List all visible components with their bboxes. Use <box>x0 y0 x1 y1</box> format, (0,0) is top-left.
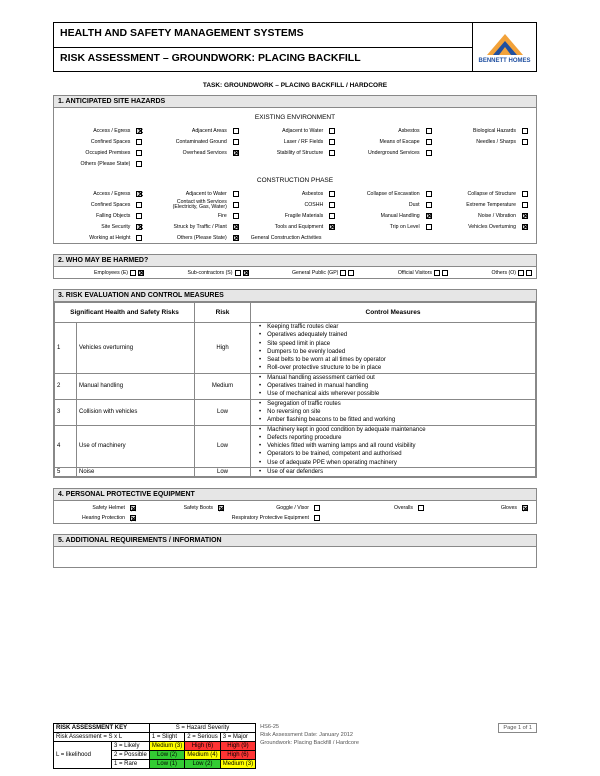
checkbox[interactable] <box>136 202 142 208</box>
footer-name: Groundwork: Placing Backfill / Hardcore <box>260 740 359 746</box>
hazard-needles-sharps <box>440 136 536 147</box>
checked-checkbox[interactable] <box>522 213 528 219</box>
section-title: 4. PERSONAL PROTECTIVE EQUIPMENT <box>54 489 536 501</box>
checked-checkbox[interactable] <box>136 128 142 134</box>
checkbox[interactable] <box>136 161 142 167</box>
hazard-collapse-of-excavation <box>343 188 439 199</box>
ppe-gloves <box>432 505 536 511</box>
checkbox-label: Noise / Vibration <box>478 212 516 219</box>
checkbox-label: Overhead Services <box>182 149 227 156</box>
checkbox-label: Goggle / Visor <box>276 505 309 512</box>
checked-checkbox[interactable] <box>130 505 136 511</box>
section-title: 5. ADDITIONAL REQUIREMENTS / INFORMATION <box>54 535 536 547</box>
row-number: 3 <box>55 399 77 425</box>
checkbox-label: Access / Egress <box>93 190 131 197</box>
who-employees-e <box>94 270 144 276</box>
section-additional <box>53 534 537 568</box>
row-number: 1 <box>55 323 77 374</box>
hazard-name: Collision with vehicles <box>77 399 195 425</box>
hazard-tools-and-equipment <box>247 221 343 232</box>
hazard-asbestos <box>247 188 343 199</box>
checked-checkbox[interactable] <box>136 224 142 230</box>
key-cell: Medium (4) <box>185 751 221 760</box>
key-cell: Medium (3) <box>220 760 255 769</box>
checkbox-label: Fire <box>217 212 227 219</box>
hazard-coshh <box>247 199 343 210</box>
hazard-asbestos <box>343 125 439 136</box>
checkbox-label: Asbestos <box>398 127 420 134</box>
list-item: • Amber flashing beacons to be fitted and working <box>259 416 533 424</box>
hazard-adjacent-areas <box>150 125 246 136</box>
checkbox-label: Trip on Level <box>389 223 420 230</box>
checkbox-label: Stability of Structure <box>276 149 324 156</box>
key-l3: 3 = Likely <box>112 742 150 751</box>
checked-checkbox[interactable] <box>233 150 239 156</box>
footer-date: Risk Assessment Date: January 2012 <box>260 732 354 738</box>
hazard-collapse-of-structure <box>440 188 536 199</box>
hazard-dust <box>343 199 439 210</box>
checked-checkbox[interactable] <box>329 224 335 230</box>
checkbox-label: Collapse of Excavation <box>366 190 420 197</box>
hazard-struck-by-traffic-plant <box>150 221 246 232</box>
hazard-name: Manual handling <box>77 373 195 399</box>
logo-text: BENNETT HOMES <box>478 57 531 64</box>
checkbox-label: Safety Helmet <box>92 505 125 512</box>
existing-environment-title: EXISTING ENVIRONMENT <box>254 114 336 121</box>
hazard-name: Noise <box>77 468 195 477</box>
hazard-fire <box>150 210 246 221</box>
checkbox[interactable] <box>314 505 320 511</box>
checkbox[interactable] <box>522 202 528 208</box>
checkbox[interactable] <box>418 505 424 511</box>
checkbox[interactable] <box>442 270 448 276</box>
key-likelihood: L = likelihood <box>54 742 112 769</box>
table-row <box>55 399 536 425</box>
list-item: • Operators to be trained, competent and authorised <box>259 450 533 458</box>
checked-checkbox[interactable] <box>233 235 239 241</box>
checkbox-label: Biological Hazards <box>473 127 516 134</box>
hazard-overhead-services <box>150 147 246 158</box>
checkbox[interactable] <box>233 139 239 145</box>
table-row <box>55 425 536 467</box>
checkbox-label: Confined Spaces <box>90 138 131 145</box>
checkbox-label: Manual Handling <box>380 212 420 219</box>
checkbox[interactable] <box>130 270 136 276</box>
key-cell: Low (1) <box>149 760 184 769</box>
checkbox-label: Access / Egress <box>93 127 131 134</box>
checkbox[interactable] <box>233 202 239 208</box>
checkbox-label: COSHH <box>304 201 324 208</box>
risk-level: Low <box>195 468 251 477</box>
hazard-site-security <box>54 221 150 232</box>
hazard-access-egress <box>54 125 150 136</box>
checkbox-label: Official Visitors <box>397 269 433 276</box>
row-number: 2 <box>55 373 77 399</box>
hazard-laser-rf-fields <box>247 136 343 147</box>
row-number: 5 <box>55 468 77 477</box>
hazard-confined-spaces <box>54 136 150 147</box>
section-title: 3. RISK EVALUATION AND CONTROL MEASURES <box>54 290 536 302</box>
hazard-vehicles-overturning <box>440 221 536 232</box>
key-cell: Low (2) <box>149 751 184 760</box>
who-others-o <box>492 270 533 276</box>
section-site-hazards <box>53 95 537 244</box>
document-header <box>53 22 537 72</box>
checkbox[interactable] <box>426 139 432 145</box>
checkbox[interactable] <box>329 191 335 197</box>
checkbox-label: Sub-contractors (S) <box>187 269 233 276</box>
hazard-contact-with-services-electricity-gas-water <box>150 199 246 210</box>
control-measures <box>251 399 536 425</box>
who-general-public-gp <box>292 270 354 276</box>
list-item: • Use of adequate PPE when operating machinery <box>259 459 533 467</box>
checkbox-label: Asbestos <box>301 190 324 197</box>
list-item: • Manual handling assessment carried out <box>259 374 533 382</box>
checkbox[interactable] <box>136 139 142 145</box>
checkbox-label: Adjacent to Water <box>185 190 227 197</box>
list-item: • Operatives adequately trained <box>259 331 533 339</box>
header-title: HEALTH AND SAFETY MANAGEMENT SYSTEMS <box>54 23 472 48</box>
document-title: RISK ASSESSMENT – GROUNDWORK: PLACING BACKFILL <box>60 52 361 64</box>
ppe-goggle-visor <box>232 505 328 511</box>
checkbox-label: Others (Please State) <box>80 160 131 167</box>
checked-checkbox[interactable] <box>233 224 239 230</box>
hazard-underground-services <box>343 147 439 158</box>
who-official-visitors <box>398 270 448 276</box>
who-sub-contractors-s <box>188 270 249 276</box>
checked-checkbox[interactable] <box>522 224 528 230</box>
task-title: TASK: GROUNDWORK – PLACING BACKFILL / HARDCORE <box>202 82 388 89</box>
list-item: • Seat belts to be worn at all times by operator <box>259 356 533 364</box>
checkbox-label: Collapse of Structure <box>467 190 516 197</box>
table-row <box>55 468 536 477</box>
column-header-hazard: Significant Health and Safety Risks <box>55 303 195 323</box>
key-cell: High (6) <box>220 751 255 760</box>
checkbox[interactable] <box>426 202 432 208</box>
hazard-confined-spaces <box>54 199 150 210</box>
existing-hazards-grid <box>54 125 536 169</box>
checked-checkbox[interactable] <box>136 191 142 197</box>
hazard-general-construction-activities <box>247 232 440 243</box>
checked-checkbox[interactable] <box>426 213 432 219</box>
table-row <box>55 323 536 374</box>
control-measures <box>251 373 536 399</box>
checkbox[interactable] <box>426 128 432 134</box>
checkbox-label: Adjacent Areas <box>191 127 227 134</box>
checkbox-label: Laser / RF Fields <box>283 138 324 145</box>
hazard-others-please-state <box>54 158 150 169</box>
hazard-contaminated-ground <box>150 136 246 147</box>
list-item: • Keeping traffic routes clear <box>259 323 533 331</box>
checked-checkbox[interactable] <box>243 270 249 276</box>
house-logo-icon <box>485 31 525 57</box>
list-item: • Defects reporting procedure <box>259 434 533 442</box>
risk-table <box>54 302 536 477</box>
empty-cell <box>440 147 536 158</box>
checkbox[interactable] <box>426 150 432 156</box>
list-item: • Segregation of traffic routes <box>259 400 533 408</box>
checkbox[interactable] <box>136 213 142 219</box>
hazard-manual-handling <box>343 210 439 221</box>
section-ppe <box>53 488 537 524</box>
checkbox[interactable] <box>522 128 528 134</box>
list-item: • Vehicles fitted with warning lamps and all round visibility <box>259 442 533 450</box>
risk-level: Medium <box>195 373 251 399</box>
checkbox[interactable] <box>329 128 335 134</box>
checkbox[interactable] <box>329 139 335 145</box>
key-severity: S = Hazard Severity <box>149 724 255 733</box>
footer <box>53 723 537 769</box>
key-s1: 1 = Slight <box>149 733 184 742</box>
checkbox[interactable] <box>329 150 335 156</box>
who-harmed-row <box>54 267 536 278</box>
checkbox-label: Falling Objects <box>96 212 131 219</box>
hazard-name: Use of machinery <box>77 425 195 467</box>
construction-phase-title: CONSTRUCTION PHASE <box>256 177 334 184</box>
hazard-adjacent-to-water <box>247 125 343 136</box>
footer-code: HS6-25 <box>260 724 280 730</box>
checkbox-label: Means of Escape <box>379 138 420 145</box>
hazard-others-please-state <box>150 232 246 243</box>
checkbox[interactable] <box>233 213 239 219</box>
checked-checkbox[interactable] <box>138 270 144 276</box>
list-item: • Dumpers to be evenly loaded <box>259 348 533 356</box>
checkbox-label: Contaminated Ground <box>175 138 227 145</box>
ppe-row <box>54 503 536 513</box>
checkbox-label: Vehicles Overturning <box>468 223 516 230</box>
hazard-stability-of-structure <box>247 147 343 158</box>
ppe-hearing-protection <box>54 515 144 521</box>
table-row <box>55 373 536 399</box>
checkbox-label: Overalls <box>393 505 413 512</box>
checkbox-label: General Public (GP) <box>291 269 339 276</box>
checkbox-label: Needles / Sharps <box>476 138 516 145</box>
risk-level: High <box>195 323 251 374</box>
checkbox[interactable] <box>136 150 142 156</box>
hazard-extreme-temperature <box>440 199 536 210</box>
key-s3: 3 = Major <box>220 733 255 742</box>
checkbox[interactable] <box>235 270 241 276</box>
checkbox[interactable] <box>522 191 528 197</box>
checkbox[interactable] <box>340 270 346 276</box>
checkbox[interactable] <box>348 270 354 276</box>
checkbox[interactable] <box>526 270 532 276</box>
hazard-access-egress <box>54 188 150 199</box>
checkbox-label: Occupied Premises <box>85 149 131 156</box>
construction-hazards-grid <box>54 188 536 243</box>
list-item: • Machinery kept in good condition by adequate maintenance <box>259 426 533 434</box>
checkbox-label: Employees (E) <box>94 269 129 276</box>
checked-checkbox[interactable] <box>522 505 528 511</box>
key-cell: High (6) <box>185 742 221 751</box>
ppe-safety-helmet <box>54 505 144 511</box>
list-item: • Use of mechanical aids wherever possible <box>259 390 533 398</box>
checkbox-label: Respiratory Protective Equipment <box>231 515 309 522</box>
hazard-occupied-premises <box>54 147 150 158</box>
list-item: • Site speed limit in place <box>259 340 533 348</box>
checkbox[interactable] <box>233 191 239 197</box>
control-measures <box>251 323 536 374</box>
checkbox-label: Tools and Equipment <box>274 223 324 230</box>
checked-checkbox[interactable] <box>130 515 136 521</box>
hazard-means-of-escape <box>343 136 439 147</box>
risk-assessment-page <box>53 22 537 568</box>
key-cell: Low (2) <box>185 760 221 769</box>
key-l1: 1 = Rare <box>112 760 150 769</box>
key-l2: 2 = Possible <box>112 751 150 760</box>
section-title: 1. ANTICIPATED SITE HAZARDS <box>54 96 536 108</box>
checkbox-label: Site Security <box>101 223 131 230</box>
checkbox-label: Hearing Protection <box>82 515 125 522</box>
checkbox-label: Underground Services <box>367 149 420 156</box>
checkbox[interactable] <box>522 139 528 145</box>
key-cell: High (9) <box>220 742 255 751</box>
checkbox-label: Dust <box>408 201 420 208</box>
hazard-trip-on-level <box>343 221 439 232</box>
list-item: • Roll-over protective structure to be in place <box>259 364 533 372</box>
checkbox-label: Extreme Temperature <box>466 201 516 208</box>
column-header-risk: Risk <box>195 303 251 323</box>
ppe-safety-boots <box>144 505 232 511</box>
risk-level: Low <box>195 399 251 425</box>
checkbox-label: Others (O) <box>491 269 516 276</box>
row-number: 4 <box>55 425 77 467</box>
checkbox-label: Gloves <box>500 505 517 512</box>
checkbox[interactable] <box>426 191 432 197</box>
section-risk-evaluation <box>53 289 537 478</box>
checkbox-label: Struck by Traffic / Plant <box>173 223 227 230</box>
hazard-name: Vehicles overturning <box>77 323 195 374</box>
checkbox-label: Confined Spaces <box>90 201 131 208</box>
checkbox[interactable] <box>329 202 335 208</box>
checkbox[interactable] <box>233 128 239 134</box>
company-logo <box>472 23 536 71</box>
page-number: Page 1 of 1 <box>498 723 537 733</box>
checkbox-label: Fragile Materials <box>284 212 324 219</box>
key-s2: 2 = Serious <box>185 733 221 742</box>
ppe-row <box>54 513 536 523</box>
key-cell: Medium (3) <box>149 742 184 751</box>
ppe-respiratory-protective-equipment <box>144 515 328 521</box>
checkbox-label: Working at Height <box>89 234 131 241</box>
checkbox[interactable] <box>426 224 432 230</box>
checkbox[interactable] <box>136 235 142 241</box>
checkbox-label: Others (Please State) <box>176 234 227 241</box>
checkbox-label: Safety Boots <box>183 505 213 512</box>
section-who-harmed <box>53 254 537 279</box>
checkbox[interactable] <box>434 270 440 276</box>
checkbox-label: Contact with Services (Electricity, Gas, Water) <box>172 198 227 210</box>
section-title: 2. WHO MAY BE HARMED? <box>54 255 536 267</box>
list-item: • Operatives trained in manual handling <box>259 382 533 390</box>
list-item: • Use of ear defenders <box>259 468 533 476</box>
key-title: RISK ASSESSMENT KEY <box>54 724 150 733</box>
checked-checkbox[interactable] <box>218 505 224 511</box>
column-header-control: Control Measures <box>251 303 536 323</box>
risk-level: Low <box>195 425 251 467</box>
hazard-noise-vibration <box>440 210 536 221</box>
risk-key-table <box>53 723 256 769</box>
hazard-working-at-height <box>54 232 150 243</box>
checkbox-label: General Construction Activities <box>250 234 322 241</box>
hazard-adjacent-to-water <box>150 188 246 199</box>
checkbox-label: Adjacent to Water <box>282 127 324 134</box>
checkbox[interactable] <box>314 515 320 521</box>
key-formula: Risk Assessment = S x L <box>54 733 150 742</box>
control-measures <box>251 425 536 467</box>
hazard-fragile-materials <box>247 210 343 221</box>
ppe-overalls <box>328 505 432 511</box>
hazard-falling-objects <box>54 210 150 221</box>
control-measures <box>251 468 536 477</box>
hazard-biological-hazards <box>440 125 536 136</box>
additional-info-area <box>54 547 536 567</box>
checkbox[interactable] <box>329 213 335 219</box>
checkbox[interactable] <box>518 270 524 276</box>
list-item: • No reversing on site <box>259 408 533 416</box>
